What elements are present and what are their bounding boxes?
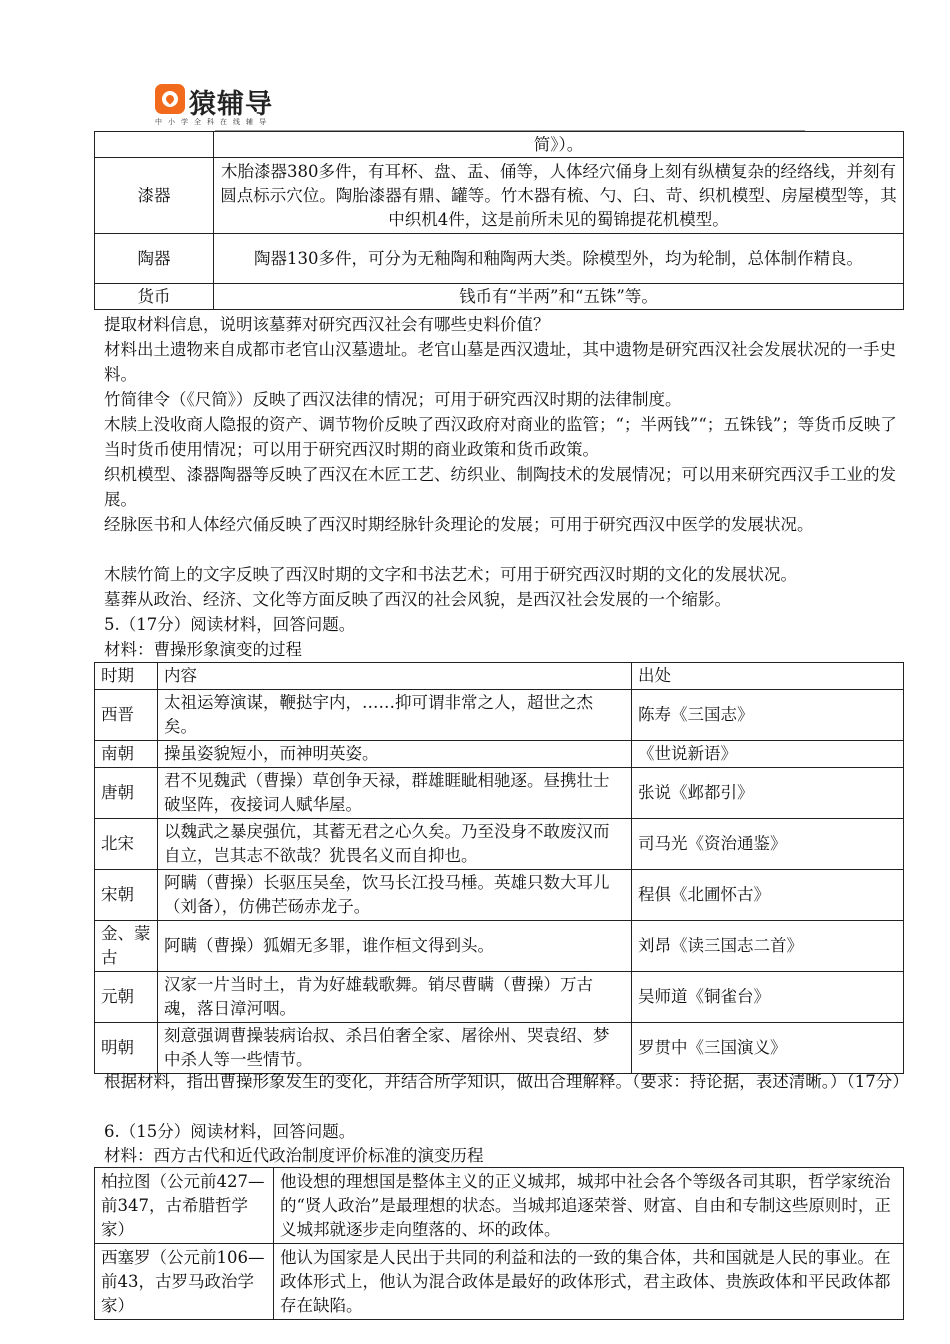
answer-paragraph: 材料出土遗物来自成都市老官山汉墓遗址。老官山墓是西汉遗址，其中遗物是研究西汉社会发展状况的一手史料。 xyxy=(104,340,896,384)
source-cell: 司马光《资治通鉴》 xyxy=(632,819,904,870)
table-row xyxy=(95,972,904,1023)
caocao-table xyxy=(94,662,904,1074)
table-row xyxy=(95,870,904,921)
table-row xyxy=(95,741,904,768)
content-cell: 太祖运筹演谋，鞭挞宇内，……抑可谓非常之人，超世之杰矣。 xyxy=(158,690,632,741)
table-row xyxy=(95,284,904,310)
source-cell: 程俱《北圃怀古》 xyxy=(632,870,904,921)
thinker-cell: 柏拉图（公元前427—前347，古希腊哲学家） xyxy=(95,1168,274,1244)
table-cell-label: 陶器 xyxy=(95,234,214,284)
table-cell-content: 钱币有“半两”和“五铢”等。 xyxy=(214,284,904,310)
period-cell: 金、蒙古 xyxy=(95,921,158,972)
content-cell: 刻意强调曹操装病诒叔、杀吕伯奢全家、屠徐州、哭袁绍、梦中杀人等一些情节。 xyxy=(158,1023,632,1074)
material-title: 材料：西方古代和近代政治制度评价标准的演变历程 xyxy=(104,1146,484,1165)
period-cell: 西晋 xyxy=(95,690,158,741)
table-cell-content: 简》）。 xyxy=(214,132,904,158)
answer-paragraph: 木牍上没收商人隐报的资产、调节物价反映了西汉政府对商业的监管；“；半两钱”“；五铢钱”；等货币反映了当时货币使用情况；可以用于研究西汉时期的商业政策和货币政策。 xyxy=(104,415,897,459)
table-cell-label: 漆器 xyxy=(95,158,214,234)
content-cell: 以魏武之暴戾强伉，其蓄无君之心久矣。乃至没身不敢废汉而自立，岂其志不欲哉？犹畏名义而自抑也。 xyxy=(158,819,632,870)
table-cell-label xyxy=(95,132,214,158)
content-cell: 阿瞒（曹操）狐媚无多罪，谁作桓文得到头。 xyxy=(158,921,632,972)
table-cell-content: 木胎漆器380多件，有耳杯、盘、盂、俑等，人体经穴俑身上刻有纵横复杂的经络线，并刻有圆点标示穴位。陶胎漆器有鼎、罐等。竹木器有梳、勺、臼、苛、织机模型、房屋模型等，其中织机4件，这是前所未见的蜀锦提花机模型。 xyxy=(214,158,904,234)
period-cell: 唐朝 xyxy=(95,768,158,819)
table-row xyxy=(95,158,904,234)
table-row xyxy=(95,768,904,819)
column-header: 时期 xyxy=(95,663,158,690)
table-row xyxy=(95,1244,904,1320)
period-cell: 明朝 xyxy=(95,1023,158,1074)
answer-paragraph: 织机模型、漆器陶器等反映了西汉在木匠工艺、纺织业、制陶技术的发展情况；可以用来研究西汉手工业的发展。 xyxy=(104,465,896,509)
source-cell: 罗贯中《三国演义》 xyxy=(632,1023,904,1074)
content-cell: 操虽姿貌短小，而神明英姿。 xyxy=(158,741,632,768)
question-prompt: 提取材料信息，说明该墓葬对研究西汉社会有哪些史料价值？ xyxy=(104,315,550,334)
column-header: 内容 xyxy=(158,663,632,690)
table-row xyxy=(95,1023,904,1074)
table-row xyxy=(95,234,904,284)
content-cell: 阿瞒（曹操）长驱压吴垒，饮马长江投马棰。英雄只数大耳儿（刘备），仿佛芒砀赤龙子。 xyxy=(158,870,632,921)
table-row xyxy=(95,1168,904,1244)
column-header: 出处 xyxy=(632,663,904,690)
content-cell: 君不见魏武（曹操）草创争天禄，群雄睚眦相驰逐。昼携壮士破坚阵，夜接词人赋华屋。 xyxy=(158,768,632,819)
answer-paragraph: 墓葬从政治、经济、文化等方面反映了西汉的社会风貌，是西汉社会发展的一个缩影。 xyxy=(104,590,731,609)
logo-icon xyxy=(155,84,185,114)
artifact-table xyxy=(94,131,904,310)
answer-paragraph: 竹简律令（《尺简》）反映了西汉法律的情况；可用于研究西汉时期的法律制度。 xyxy=(104,390,682,409)
table-row xyxy=(95,132,904,158)
view-cell: 他认为国家是人民出于共同的利益和法的一致的集合体，共和国就是人民的事业。在政体形式上，他认为混合政体是最好的政体形式，君主政体、贵族政体和平民政体都存在缺陷。 xyxy=(274,1244,904,1320)
question-heading: 5.（17分）阅读材料，回答问题。 xyxy=(104,615,356,634)
logo xyxy=(153,80,283,130)
period-cell: 北宋 xyxy=(95,819,158,870)
thinker-cell: 西塞罗（公元前106—前43，古罗马政治学家） xyxy=(95,1244,274,1320)
table-header-row xyxy=(95,663,904,690)
question-prompt: 根据材料，指出曹操形象发生的变化，并结合所学知识，做出合理解释。（要求：持论据，表述清晰。）（17分） xyxy=(104,1072,909,1091)
question-heading: 6.（15分）阅读材料，回答问题。 xyxy=(104,1122,356,1141)
source-cell: 张说《邺都引》 xyxy=(632,768,904,819)
period-cell: 宋朝 xyxy=(95,870,158,921)
table-row xyxy=(95,819,904,870)
content-cell: 汉家一片当时土，肯为好雄载歌舞。销尽曹瞒（曹操）万古魂，落日漳河咽。 xyxy=(158,972,632,1023)
view-cell: 他设想的理想国是整体主义的正义城邦，城邦中社会各个等级各司其职，哲学家统治的“贤人政治”是最理想的状态。当城邦追逐荣誉、财富、自由和专制这些原则时，正义城邦就逐步走向堕落的、坏的政体。 xyxy=(274,1168,904,1244)
western-politics-table xyxy=(94,1167,904,1320)
table-row xyxy=(95,690,904,741)
answer-paragraph: 木牍竹简上的文字反映了西汉时期的文字和书法艺术；可用于研究西汉时期的文化的发展状况。 xyxy=(104,565,797,584)
period-cell: 元朝 xyxy=(95,972,158,1023)
table-cell-content: 陶器130多件，可分为无釉陶和釉陶两大类。除模型外，均为轮制，总体制作精良。 xyxy=(214,234,904,284)
period-cell: 南朝 xyxy=(95,741,158,768)
table-row xyxy=(95,921,904,972)
source-cell: 陈寿《三国志》 xyxy=(632,690,904,741)
table-cell-label: 货币 xyxy=(95,284,214,310)
source-cell: 《世说新语》 xyxy=(632,741,904,768)
answer-paragraph: 经脉医书和人体经穴俑反映了西汉时期经脉针灸理论的发展；可用于研究西汉中医学的发展状况。 xyxy=(104,515,814,534)
source-cell: 刘昂《读三国志二首》 xyxy=(632,921,904,972)
logo-name: 猿辅导 xyxy=(189,89,273,120)
source-cell: 吴师道《铜雀台》 xyxy=(632,972,904,1023)
logo-tagline: 中小学全科在线辅导 xyxy=(155,118,272,126)
material-title: 材料：曹操形象演变的过程 xyxy=(104,640,302,659)
